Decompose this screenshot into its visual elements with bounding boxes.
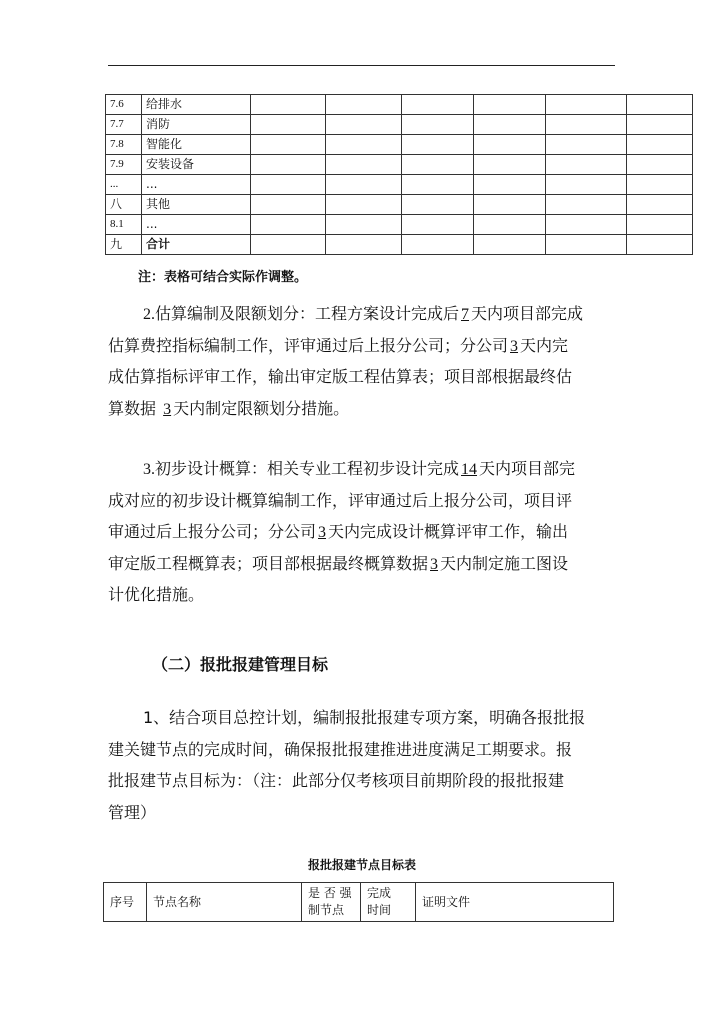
row-number: 7.8 (106, 135, 142, 155)
header-node-name: 节点名称 (147, 883, 302, 922)
empty-cell (627, 155, 693, 175)
table-caption: 报批报建节点目标表 (307, 858, 416, 872)
table-header-row (104, 883, 614, 922)
empty-cell (402, 155, 474, 175)
empty-cell (627, 135, 693, 155)
approval-node-table (103, 882, 614, 922)
empty-cell (402, 215, 474, 235)
paragraph-approval: 1、结合项目总控计划，编制报批报建专项方案，明确各报批报 建关键节点的完成时间，确保报批报建推进进度满足工期要求。报 批报建节点目标为：（注：此部分仅考核项目前期阶段的报批报建 管理） (108, 708, 586, 822)
empty-cell (627, 115, 693, 135)
section-heading: （二）报批报建管理目标 (152, 655, 329, 674)
table-row (106, 135, 693, 155)
empty-cell (251, 95, 326, 115)
paragraph-estimate: 2.估算编制及限额划分：工程方案设计完成后 7 天内项目部完成 估算费控指标编制工作，评审通过后上报分公司；分公司 3 天内完 成估算指标评审工作，输出审定版工程估算表；项目部根据最终估 算数据 3 天内制定限额划分措施。 (108, 304, 584, 418)
table-row (106, 95, 693, 115)
row-number: 7.9 (106, 155, 142, 175)
row-item-name: 消防 (142, 115, 251, 135)
empty-cell (326, 195, 402, 215)
empty-cell (402, 95, 474, 115)
empty-cell (326, 135, 402, 155)
row-item-name: 合计 (142, 235, 251, 255)
row-number: ... (106, 175, 142, 195)
empty-cell (546, 115, 627, 135)
paragraph-preliminary-design: 3.初步设计概算：相关专业工程初步设计完成 14 天内项目部完 成对应的初步设计概算编制工作，评审通过后上报分公司，项目评 审通过后上报分公司；分公司 3 天内完成设计概算评审工作，输出 审定版工程概算表；项目部根据最终概算数据 3 天内制定施工图设 计优化措施。 (108, 459, 576, 604)
empty-cell (251, 155, 326, 175)
table-row (106, 215, 693, 235)
empty-cell (627, 95, 693, 115)
empty-cell (402, 195, 474, 215)
row-item-name: 智能化 (142, 135, 251, 155)
empty-cell (251, 175, 326, 195)
header-index: 序号 (104, 883, 147, 922)
empty-cell (546, 155, 627, 175)
empty-cell (546, 175, 627, 195)
table-row (106, 175, 693, 195)
empty-cell (546, 135, 627, 155)
empty-cell (627, 215, 693, 235)
empty-cell (326, 95, 402, 115)
empty-cell (326, 155, 402, 175)
row-number: 八 (106, 195, 142, 215)
empty-cell (402, 235, 474, 255)
empty-cell (627, 175, 693, 195)
row-number: 九 (106, 235, 142, 255)
empty-cell (251, 215, 326, 235)
empty-cell (251, 115, 326, 135)
empty-cell (402, 135, 474, 155)
table-row (106, 115, 693, 135)
empty-cell (402, 175, 474, 195)
empty-cell (474, 95, 546, 115)
row-number: 7.6 (106, 95, 142, 115)
empty-cell (474, 235, 546, 255)
header-proof-document: 证明文件 (416, 883, 614, 922)
empty-cell (251, 135, 326, 155)
empty-cell (474, 195, 546, 215)
row-number: 7.7 (106, 115, 142, 135)
table-row (106, 195, 693, 215)
empty-cell (474, 115, 546, 135)
table-row (106, 235, 693, 255)
empty-cell (546, 235, 627, 255)
row-item-name: 安装设备 (142, 155, 251, 175)
header-completion-time: 完成 时间 (361, 883, 416, 922)
row-item-name: 给排水 (142, 95, 251, 115)
empty-cell (546, 215, 627, 235)
empty-cell (326, 215, 402, 235)
header-mandatory: 是 否 强 制节点 (302, 883, 361, 922)
page-header-rule (108, 65, 615, 66)
empty-cell (251, 195, 326, 215)
empty-cell (326, 115, 402, 135)
row-item-name: ... (142, 175, 251, 195)
row-item-name: 其他 (142, 195, 251, 215)
empty-cell (474, 215, 546, 235)
empty-cell (326, 235, 402, 255)
empty-cell (474, 155, 546, 175)
empty-cell (627, 195, 693, 215)
empty-cell (402, 115, 474, 135)
empty-cell (474, 135, 546, 155)
empty-cell (326, 175, 402, 195)
empty-cell (474, 175, 546, 195)
empty-cell (546, 195, 627, 215)
row-number: 8.1 (106, 215, 142, 235)
empty-cell (627, 235, 693, 255)
cost-table (105, 94, 693, 255)
row-item-name: ... (142, 215, 251, 235)
empty-cell (251, 235, 326, 255)
table-row (106, 155, 693, 175)
table-note: 注：表格可结合实际作调整。 (138, 270, 308, 285)
empty-cell (546, 95, 627, 115)
